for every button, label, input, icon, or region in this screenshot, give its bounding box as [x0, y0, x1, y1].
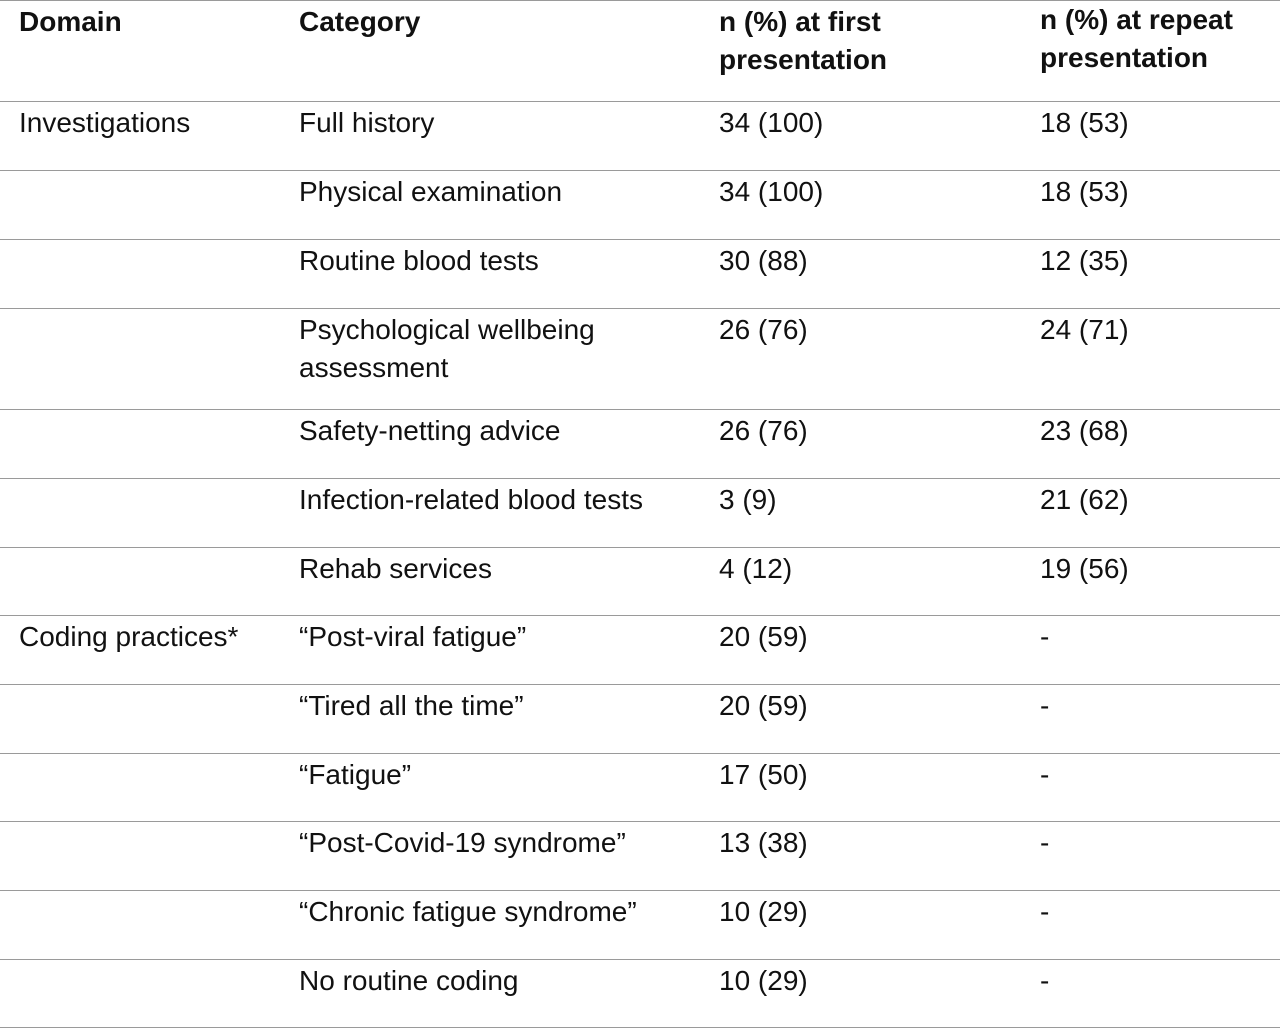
table-row [0, 548, 1280, 616]
first-presentation-cell: 26 (76) [719, 415, 808, 446]
first-presentation-cell: 26 (76) [719, 314, 808, 345]
table-header-row [0, 0, 1280, 102]
category-cell: Routine blood tests [299, 245, 539, 276]
first-presentation-cell: 10 (29) [719, 965, 808, 996]
repeat-presentation-cell: - [1040, 759, 1050, 790]
repeat-presentation-cell: 24 (71) [1040, 314, 1129, 345]
table-row [0, 479, 1280, 548]
table-row [0, 822, 1280, 891]
header-repeat-presentation: n (%) at repeat presentation [1040, 4, 1233, 73]
table-row [0, 685, 1280, 754]
first-presentation-cell: 20 (59) [719, 690, 808, 721]
first-presentation-cell: 30 (88) [719, 245, 808, 276]
repeat-presentation-cell: 21 (62) [1040, 484, 1129, 515]
table-row [0, 891, 1280, 960]
category-cell: Infection-related blood tests [299, 484, 643, 515]
category-cell: “Post-viral fatigue” [299, 621, 527, 652]
category-cell: Psychological wellbeing assessment [299, 314, 595, 383]
table-row [0, 102, 1280, 171]
category-cell: “Tired all the time” [299, 690, 524, 721]
repeat-presentation-cell: 12 (35) [1040, 245, 1129, 276]
first-presentation-cell: 17 (50) [719, 759, 808, 790]
repeat-presentation-cell: 19 (56) [1040, 553, 1129, 584]
header-domain: Domain [19, 6, 122, 37]
repeat-presentation-cell: - [1040, 965, 1050, 996]
category-cell: Full history [299, 107, 435, 138]
repeat-presentation-cell: 23 (68) [1040, 415, 1129, 446]
repeat-presentation-cell: - [1040, 690, 1050, 721]
first-presentation-cell: 34 (100) [719, 107, 824, 138]
table-row [0, 410, 1280, 479]
header-category: Category [299, 6, 421, 37]
first-presentation-cell: 34 (100) [719, 176, 824, 207]
first-presentation-cell: 3 (9) [719, 484, 777, 515]
category-cell: Physical examination [299, 176, 563, 207]
table-row [0, 754, 1280, 822]
repeat-presentation-cell: - [1040, 896, 1050, 927]
category-cell: “Fatigue” [299, 759, 412, 790]
header-first-presentation: n (%) at first presentation [719, 6, 888, 75]
table-row [0, 960, 1280, 1028]
repeat-presentation-cell: - [1040, 827, 1050, 858]
category-cell: “Chronic fatigue syndrome” [299, 896, 637, 927]
domain-cell: Investigations [19, 107, 191, 138]
category-cell: Rehab services [299, 553, 492, 584]
first-presentation-cell: 10 (29) [719, 896, 808, 927]
table-row [0, 616, 1280, 685]
category-cell: No routine coding [299, 965, 519, 996]
first-presentation-cell: 20 (59) [719, 621, 808, 652]
repeat-presentation-cell: - [1040, 621, 1050, 652]
table-row [0, 309, 1280, 410]
category-cell: “Post-Covid-19 syndrome” [299, 827, 626, 858]
table-row [0, 240, 1280, 309]
repeat-presentation-cell: 18 (53) [1040, 176, 1129, 207]
category-cell: Safety-netting advice [299, 415, 561, 446]
domain-cell: Coding practices* [19, 621, 239, 652]
first-presentation-cell: 4 (12) [719, 553, 793, 584]
table-row [0, 171, 1280, 240]
first-presentation-cell: 13 (38) [719, 827, 808, 858]
repeat-presentation-cell: 18 (53) [1040, 107, 1129, 138]
